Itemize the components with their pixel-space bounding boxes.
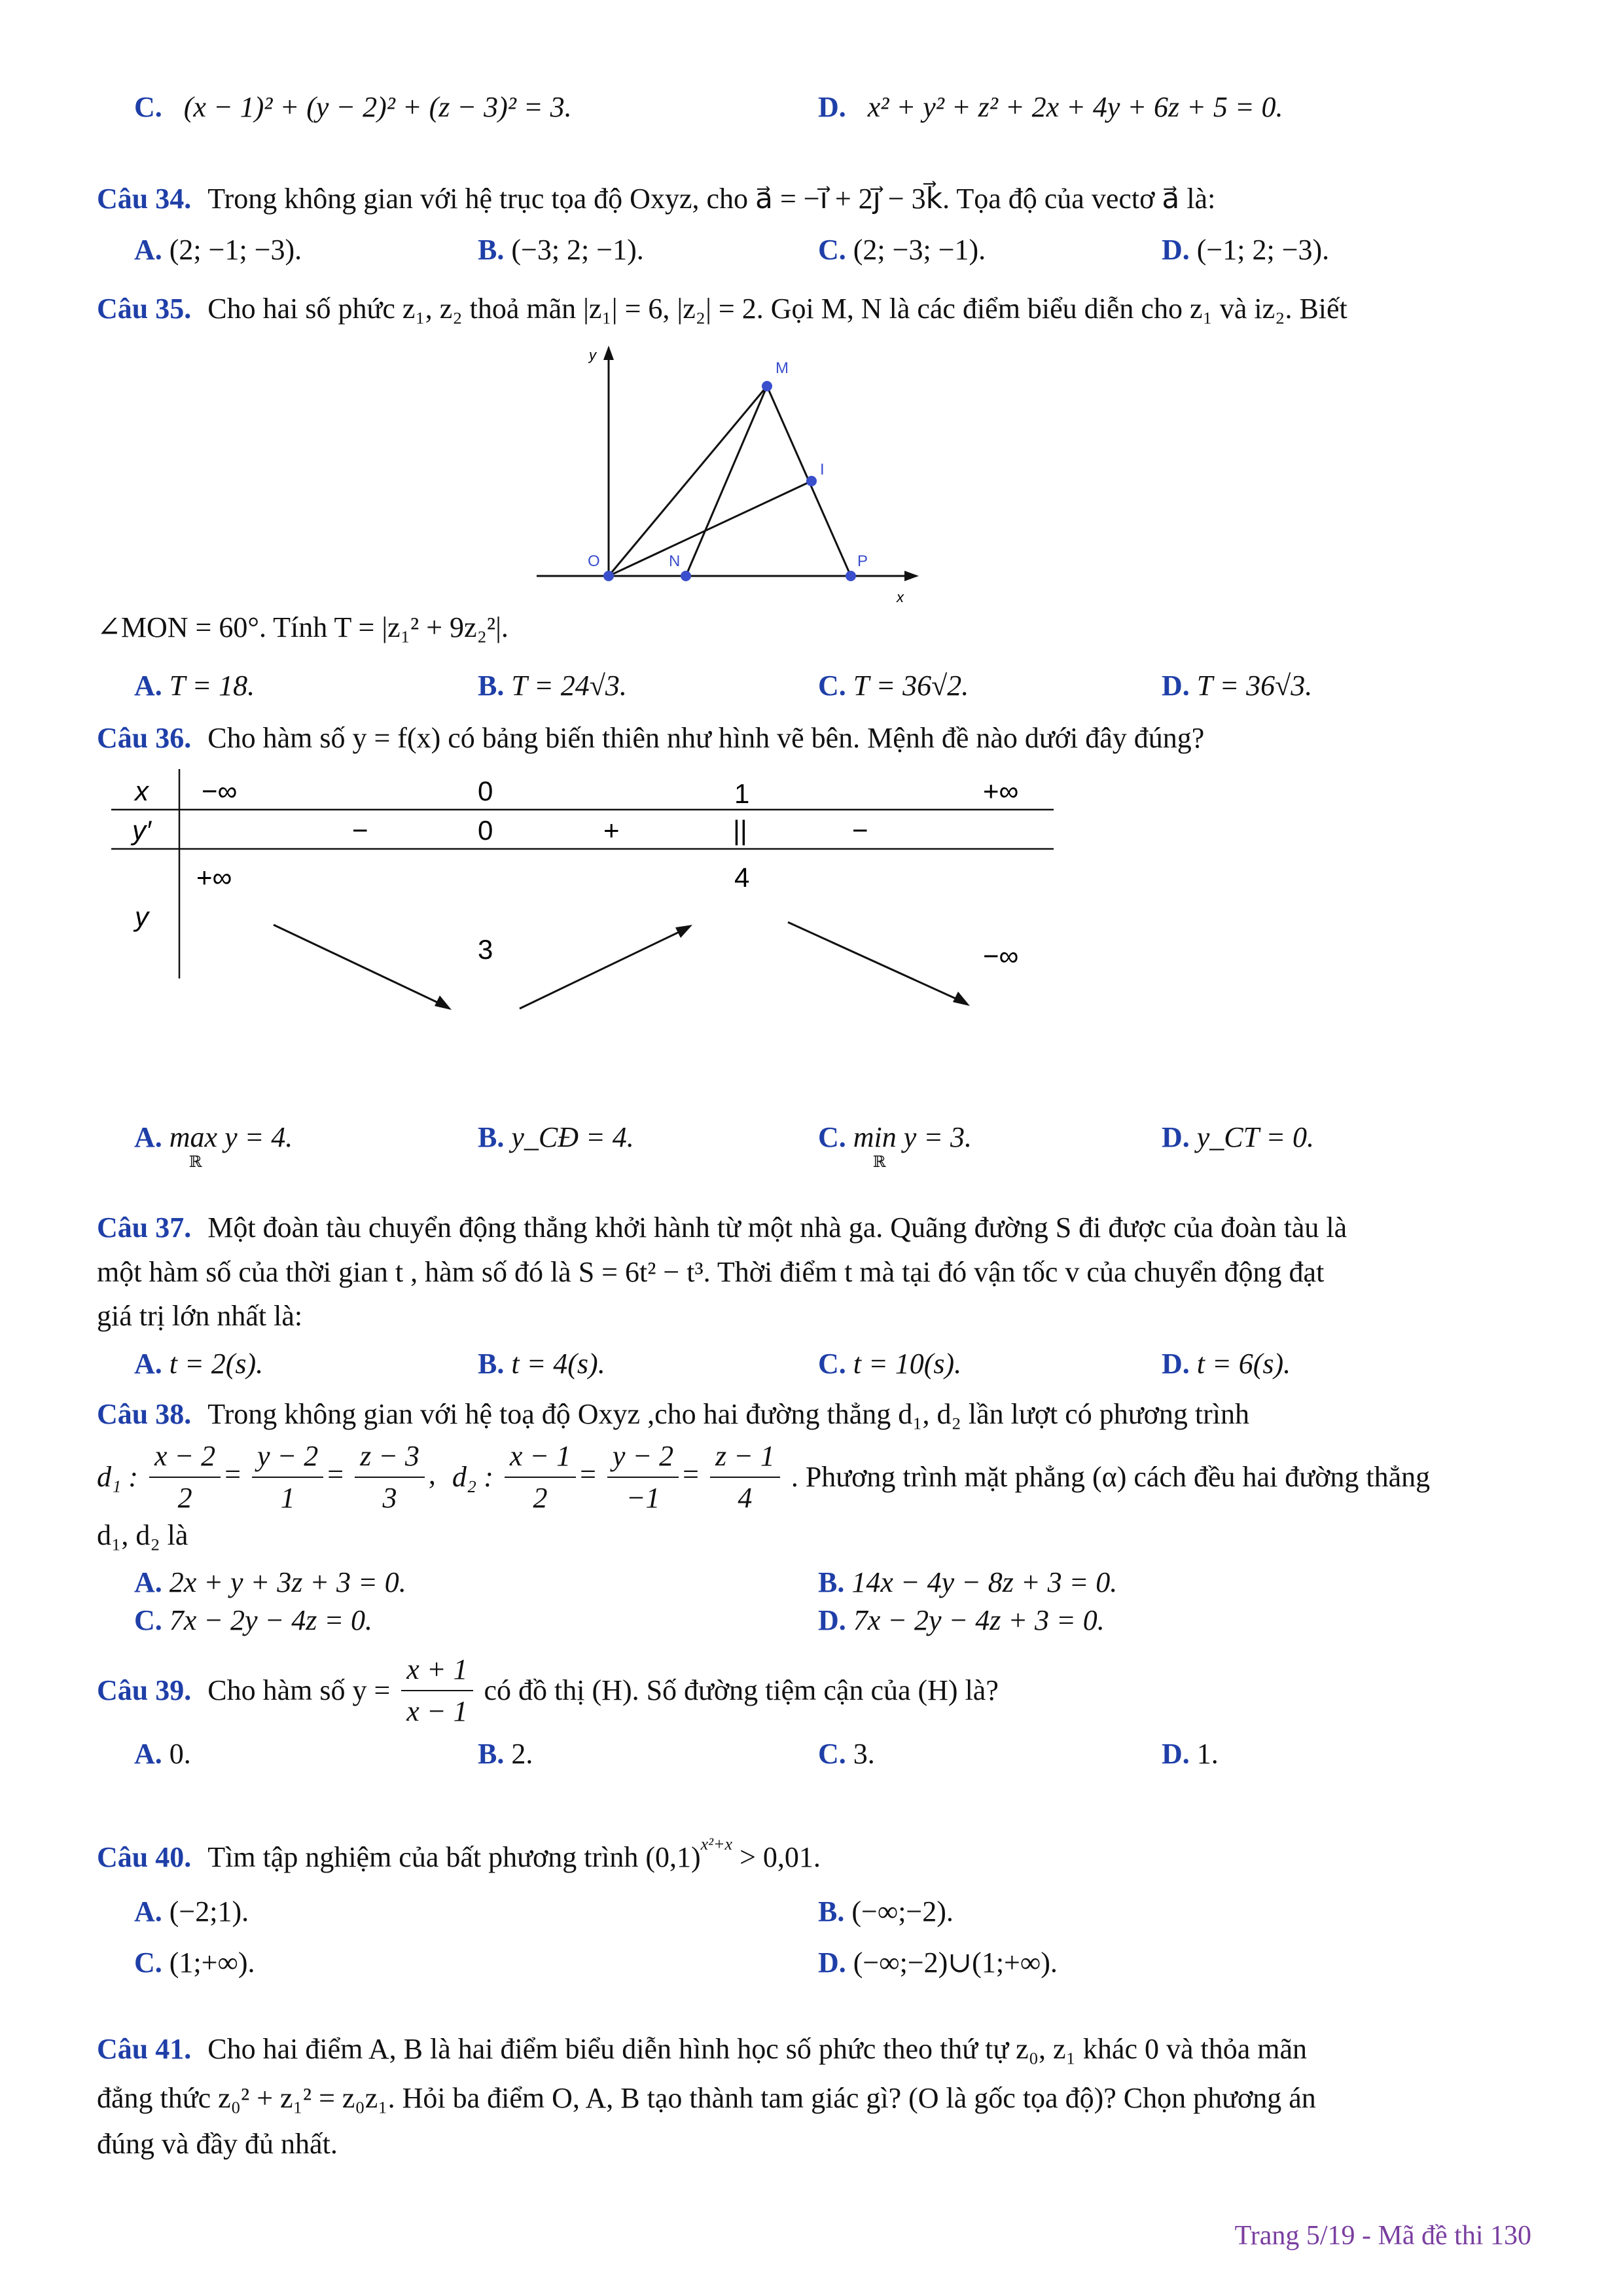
arrow-decrease-1 [274,925,445,1006]
q38-option-b: B. 14x − 4y − 8z + 3 = 0. [818,1566,1118,1598]
q37-option-b: B. t = 4(s). [478,1348,605,1380]
q35-option-c: C. T = 36√2. [818,670,969,702]
point-o [603,571,614,581]
row-label-x: x [135,776,149,806]
page-footer: Trang 5/19 - Mã đề thi 130 [1234,2221,1531,2251]
arrow-increase [520,929,686,1009]
label-x: x [897,589,904,605]
q40-option-a: A. (−2;1). [134,1895,249,1928]
q40-stem: Câu 40. Tìm tập nghiệm của bất phương trình $(0,1)^{x^2+x} > 0,01$. [97,1835,821,1873]
y-axis-arrow [603,346,614,360]
q35-stem-2: ∠MON = 60°. Tính T = |z₁² + 9z₂²|. [97,611,508,643]
q37-option-c: C. t = 10(s). [818,1348,962,1380]
y-val-pos-inf: +∞ [196,862,232,893]
point-i [806,476,817,486]
q38-line-3: d₁, d₂ là [97,1519,188,1551]
q34-option-a: A. (2; −1; −3). [134,234,302,266]
segment-mn [686,386,767,576]
x-val-0: 0 [478,776,493,806]
q33-option-c: C. (x − 1)² + (y − 2)² + (z − 3)² = 3. [134,91,572,123]
q38-option-d: D. 7x − 2y − 4z + 3 = 0. [818,1604,1105,1636]
q33-option-d: D. x² + y² + z² + 2x + 4y + 6z + 5 = 0. [818,91,1283,123]
variation-table [111,769,1067,1044]
q35-stem: Câu 35. Cho hai số phức z₁, z₂ thoả mãn |z₁| = 6, |z₂| = 2. Gọi M, N là các điểm biểu diễn cho z₁ và iz₂. Biết [97,293,1347,325]
q38-option-a: A. 2x + y + 3z + 3 = 0. [134,1566,406,1598]
q41-line-1: Câu 41. Cho hai điểm A, B là hai điểm biểu diễn hình học số phức theo thứ tự z₀, z₁ khác 0 và thỏa mãn [97,2033,1308,2065]
q39-option-d: D. 1. [1162,1738,1219,1770]
q38-equations: d₁ : $\frac{x - 2}{2}$ = $\frac{y - 2}{1}$ = $\frac{z - 3}{3}$ , d₂ : $\frac{x - 1}{2}$ = $\frac{y - 2}{-1}$ = $\frac{z - 1}{4}$ . Phương trình mặt phẳng (α) cách đều hai đường thẳng [97,1436,1430,1518]
q34-stem: Câu 34. Trong không gian với hệ trục tọa độ Oxyz, cho a⃗ = −i⃗ + 2j⃗ − 3k⃗. Tọa độ của vectơ a⃗ là: [97,183,1216,215]
q39-option-a: A. 0. [134,1738,191,1770]
segment-om [609,386,767,576]
y-val-neg-inf: −∞ [983,941,1019,971]
q36-option-d: D. y_CT = 0. [1162,1121,1315,1153]
q37-line-3: giá trị lớn nhất là: [97,1300,303,1332]
q35-option-a: A. T = 18. [134,670,255,702]
q35-figure [524,340,929,615]
q38-option-c: C. 7x − 2y − 4z = 0. [134,1604,373,1636]
arrow-decrease-2 [788,922,963,1002]
label-o: O [588,552,600,570]
q39-stem: Câu 39. Cho hàm số y = $\frac{x + 1}{x - 1}$ có đồ thị (H). Số đường tiệm cận của (H) là? [97,1649,999,1732]
q37-line-2: một hàm số của thời gian t , hàm số đó là S = 6t² − t³. Thời điểm t mà tại đó vận tốc v của chuyển động đạt [97,1256,1325,1288]
q41-line-2: đẳng thức z₀² + z₁² = z₀z₁. Hỏi ba điểm O, A, B tạo thành tam giác gì? (O là gốc tọa độ)? Chọn phương án [97,2082,1316,2114]
label-p: P [857,552,868,570]
row-label-yprime: y′ [132,815,151,846]
q40-option-b: B. (−∞;−2). [818,1895,954,1928]
y-val-3: 3 [478,934,493,965]
q40-option-d: D. (−∞;−2)∪(1;+∞). [818,1946,1058,1979]
q37-option-d: D. t = 6(s). [1162,1348,1291,1380]
yp-sign-3: − [852,815,868,846]
label-m: M [776,359,789,377]
y-val-4: 4 [734,862,750,893]
row-label-y: y [135,901,149,932]
point-n [681,571,691,581]
segment-oi [609,481,812,576]
arrow-head-1 [435,996,452,1010]
point-p [846,571,856,581]
q39-option-c: C. 3. [818,1738,875,1770]
yp-sign-2: + [603,815,620,846]
q38-line-1: Câu 38. Trong không gian với hệ toạ độ Oxyz ,cho hai đường thẳng d₁, d₂ lần lượt có phương trình [97,1398,1249,1430]
q35-option-b: B. T = 24√3. [478,670,627,702]
q34-option-b: B. (−3; 2; −1). [478,234,644,266]
q36-option-b: B. y_CĐ = 4. [478,1121,634,1153]
yp-zero: 0 [478,815,493,846]
arrow-head-3 [953,992,970,1006]
q36-option-c: C. min y = 3. ℝ [818,1121,972,1171]
x-val-neg-inf: −∞ [202,776,238,806]
q34-option-d: D. (−1; 2; −3). [1162,234,1330,266]
label-i: I [820,461,825,478]
q37-line-1: Câu 37. Một đoàn tàu chuyển động thẳng khởi hành từ một nhà ga. Quãng đường S đi được của đoàn tàu là [97,1211,1347,1244]
q37-option-a: A. t = 2(s). [134,1348,264,1380]
q35-option-d: D. T = 36√3. [1162,670,1313,702]
label-y: y [589,347,596,363]
x-val-1: 1 [734,778,750,809]
q34-option-c: C. (2; −3; −1). [818,234,986,266]
point-m [762,381,772,391]
yp-undefined: || [733,815,747,846]
yp-sign-1: − [352,815,368,846]
x-val-pos-inf: +∞ [983,776,1019,806]
label-n: N [669,552,681,570]
arrow-head-2 [675,925,692,938]
q39-option-b: B. 2. [478,1738,533,1770]
q36-option-a: A. max y = 4. ℝ [134,1121,293,1171]
q41-line-3: đúng và đầy đủ nhất. [97,2128,338,2160]
q40-option-c: C. (1;+∞). [134,1946,255,1979]
q36-stem: Câu 36. Cho hàm số y = f(x) có bảng biến thiên như hình vẽ bên. Mệnh đề nào dưới đây đúng? [97,722,1205,754]
x-axis-arrow [904,571,919,581]
